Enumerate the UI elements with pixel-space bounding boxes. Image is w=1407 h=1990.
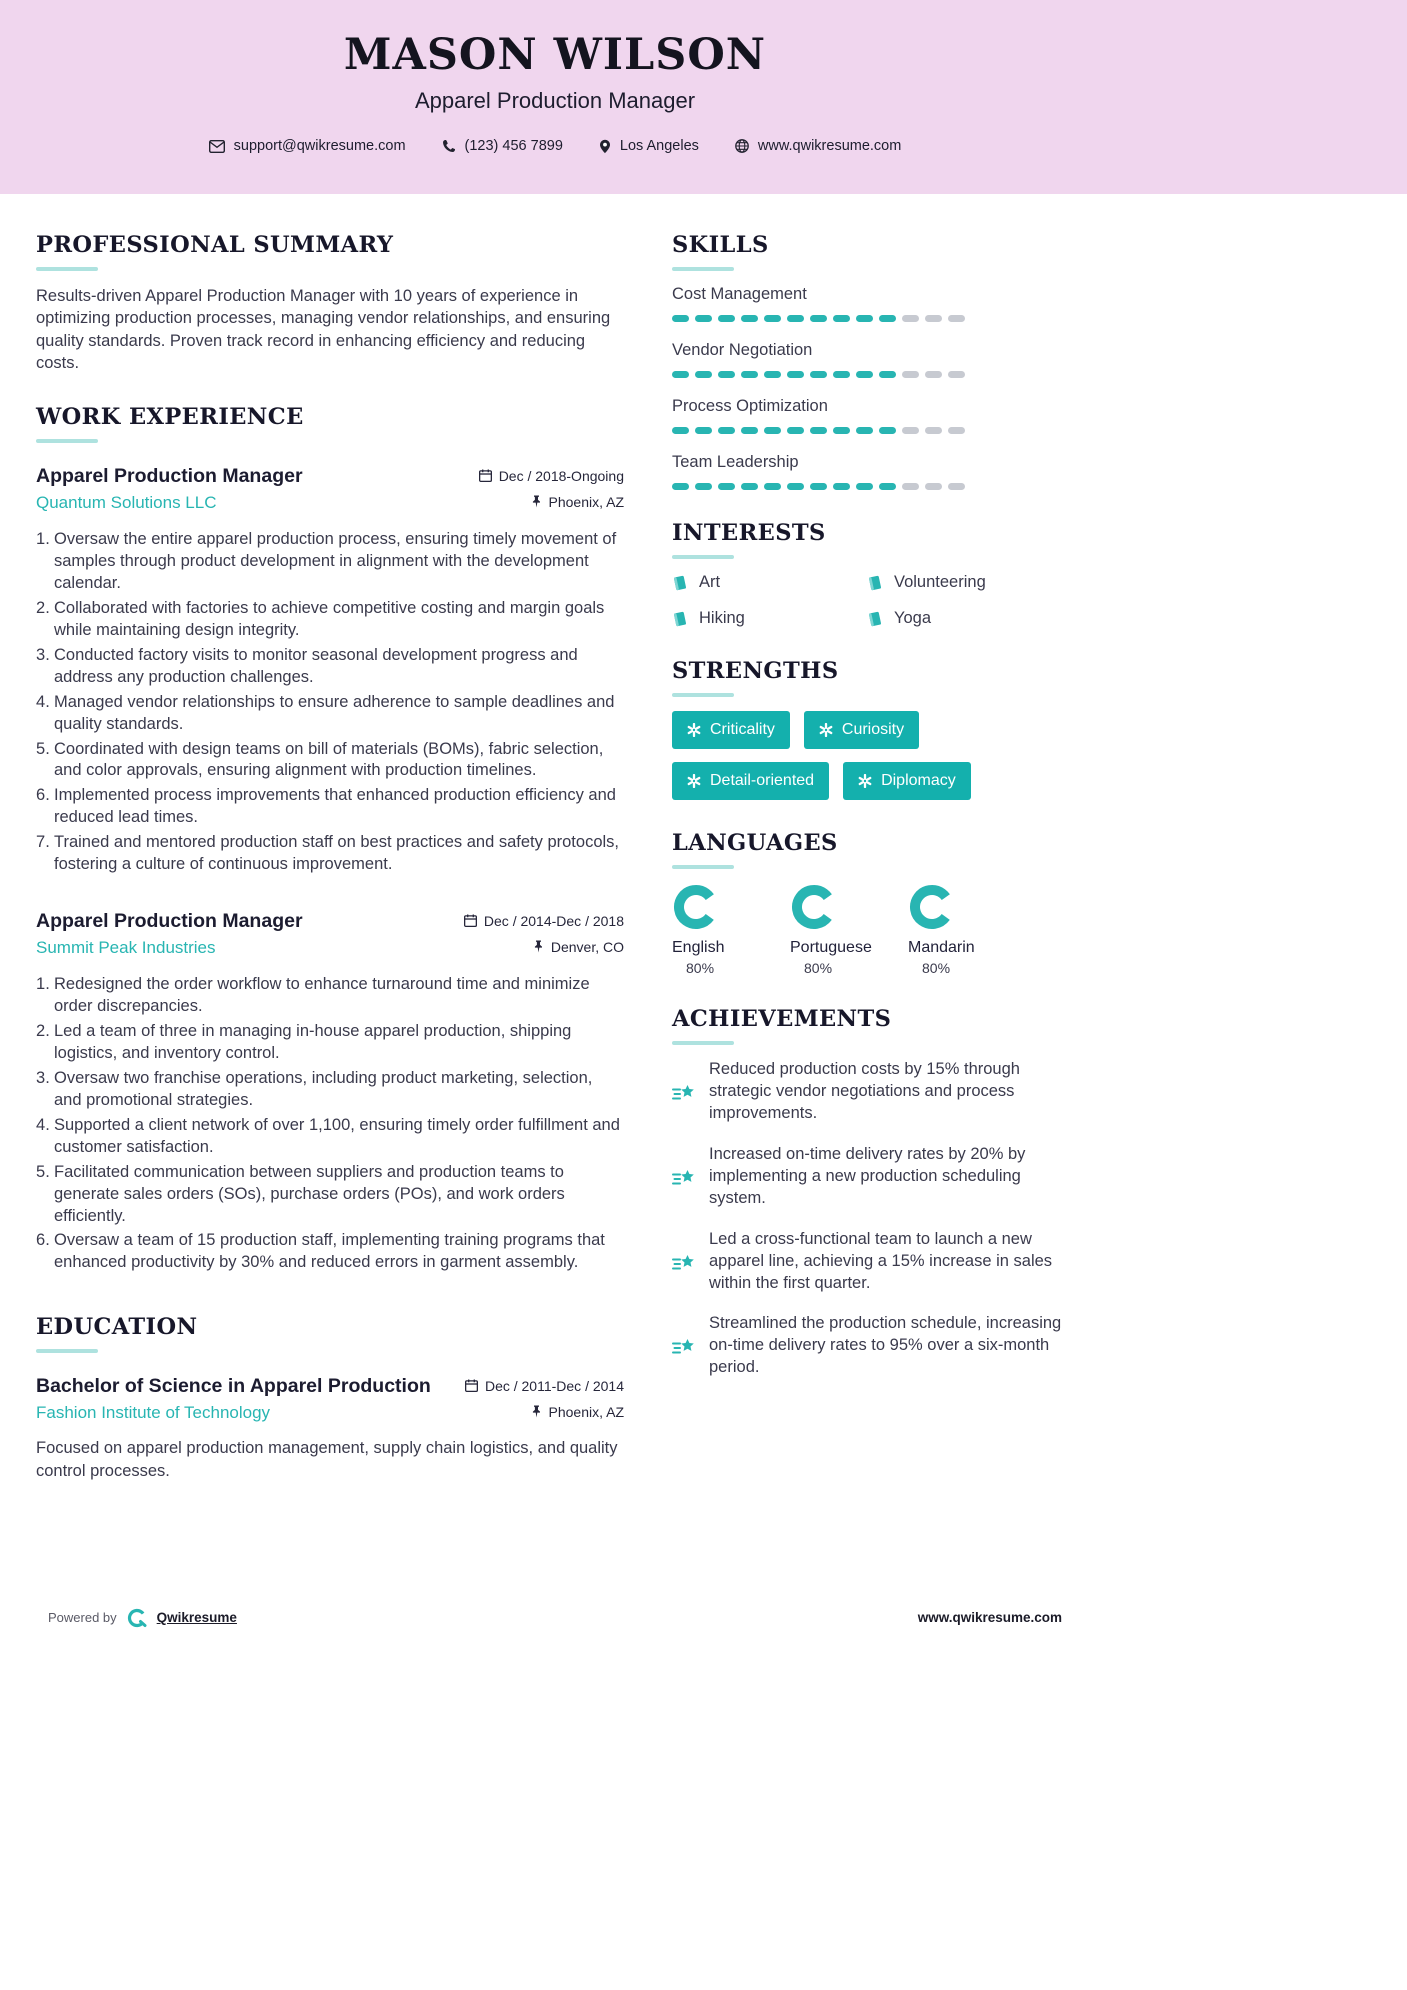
skill-level-bar bbox=[672, 315, 1062, 322]
achievement-text: Increased on-time delivery rates by 20% by implementing a new production scheduling system. bbox=[709, 1144, 1026, 1207]
education-location bbox=[531, 1404, 625, 1420]
job-bullet-list bbox=[36, 529, 624, 876]
page-footer bbox=[0, 1607, 1110, 1629]
job-bullet: Coordinated with design teams on bill of materials (BOMs), fabric selection, and color approvals, ensuring alignment with production timelines. bbox=[54, 739, 604, 780]
flower-icon bbox=[858, 774, 872, 788]
globe-icon bbox=[735, 139, 749, 153]
job-location-text: Phoenix, AZ bbox=[548, 493, 624, 510]
interest-item bbox=[867, 609, 1062, 628]
skills-heading: SKILLS bbox=[672, 232, 1062, 271]
education-subhead bbox=[36, 1403, 624, 1423]
achievement-item bbox=[672, 1313, 1062, 1379]
powered-by bbox=[48, 1607, 237, 1629]
job-bullet: Implemented process improvements that enhanced production efficiency and reduced lead times. bbox=[54, 786, 616, 827]
book-icon bbox=[867, 575, 883, 591]
skill-level-bar bbox=[672, 371, 1062, 378]
education-description: Focused on apparel production management, supply chain logistics, and quality control processes. bbox=[36, 1439, 618, 1480]
strength-label: Criticality bbox=[710, 721, 775, 738]
interests-grid bbox=[672, 573, 1062, 628]
job-dates bbox=[464, 913, 624, 929]
language-percent: 80% bbox=[922, 960, 951, 976]
language-item bbox=[672, 883, 776, 976]
candidate-title: Apparel Production Manager bbox=[414, 88, 696, 113]
achievement-item bbox=[672, 1059, 1062, 1125]
footer-website: www.qwikresume.com bbox=[917, 1610, 1062, 1626]
job-bullet: Redesigned the order workflow to enhance turnaround time and minimize order discrepancies. bbox=[54, 975, 590, 1016]
candidate-name: MASON WILSON bbox=[343, 30, 767, 80]
job-title: Apparel Production Manager bbox=[36, 910, 303, 933]
strength-label: Diplomacy bbox=[881, 772, 956, 789]
skill-name: Vendor Negotiation bbox=[672, 341, 813, 359]
language-percent: 80% bbox=[804, 960, 833, 976]
contact-location bbox=[599, 138, 699, 154]
qwikresume-link[interactable]: Qwikresume bbox=[156, 1610, 237, 1626]
achievement-item bbox=[672, 1229, 1062, 1295]
professional-summary-section bbox=[36, 232, 624, 374]
language-donut-chart bbox=[790, 883, 838, 931]
language-name: Portuguese bbox=[790, 939, 872, 956]
skill-item bbox=[672, 397, 1062, 434]
education-section bbox=[36, 1314, 624, 1482]
book-icon bbox=[867, 611, 883, 627]
shooting-star-icon bbox=[672, 1315, 696, 1379]
interests-section bbox=[672, 520, 1062, 628]
interest-item bbox=[672, 609, 867, 628]
flower-icon bbox=[819, 723, 833, 737]
degree-title: Bachelor of Science in Apparel Production bbox=[36, 1375, 431, 1398]
job-entry bbox=[36, 910, 624, 1274]
shooting-star-icon bbox=[672, 1146, 696, 1210]
strength-chip bbox=[672, 711, 790, 749]
flower-icon bbox=[687, 774, 701, 788]
skill-item bbox=[672, 453, 1062, 490]
language-item bbox=[908, 883, 1012, 976]
contact-row bbox=[0, 138, 1110, 154]
job-location bbox=[531, 494, 625, 510]
contact-phone-text: (123) 456 7899 bbox=[464, 138, 563, 154]
contact-website bbox=[735, 138, 901, 154]
job-bullet: Supported a client network of over 1,100, ensuring timely order fulfillment and customer satisfaction. bbox=[54, 1115, 620, 1156]
achievement-text: Reduced production costs by 15% through strategic vendor negotiations and process improvements. bbox=[709, 1060, 1020, 1122]
contact-location-text: Los Angeles bbox=[619, 138, 699, 154]
job-location-text: Denver, CO bbox=[550, 938, 624, 955]
job-bullet: Conducted factory visits to monitor seasonal development progress and address any production challenges. bbox=[54, 645, 578, 686]
skills-section bbox=[672, 232, 1062, 490]
language-percent: 80% bbox=[686, 960, 715, 976]
strengths-section bbox=[672, 658, 1062, 800]
language-donut-chart bbox=[908, 883, 956, 931]
work-experience-section bbox=[36, 404, 624, 1274]
summary-heading: PROFESSIONAL SUMMARY bbox=[36, 232, 624, 271]
achievement-text: Led a cross-functional team to launch a new apparel line, achieving a 15% increase in sales within the first quarter. bbox=[709, 1229, 1053, 1292]
job-head bbox=[36, 910, 624, 933]
book-icon bbox=[672, 575, 688, 591]
skill-item bbox=[672, 285, 1062, 322]
book-icon bbox=[672, 611, 688, 627]
job-bullet: Oversaw two franchise operations, including product marketing, selection, and promotional strategies. bbox=[54, 1068, 593, 1109]
job-bullet-list bbox=[36, 974, 624, 1274]
interest-label: Hiking bbox=[699, 609, 745, 627]
job-location bbox=[533, 939, 624, 955]
job-bullet: Oversaw the entire apparel production process, ensuring timely movement of samples through product development in alignment with the development calendar. bbox=[54, 530, 617, 592]
pushpin-icon bbox=[531, 1405, 542, 1418]
skill-name: Cost Management bbox=[672, 285, 807, 303]
interest-label: Volunteering bbox=[894, 573, 986, 591]
interests-heading: INTERESTS bbox=[672, 520, 1062, 559]
contact-email-text: support@qwikresume.com bbox=[233, 138, 406, 154]
achievement-text: Streamlined the production schedule, increasing on-time delivery rates to 95% over a six-month period. bbox=[709, 1314, 1062, 1377]
skill-name: Process Optimization bbox=[672, 397, 828, 415]
contact-website-text: www.qwikresume.com bbox=[757, 138, 902, 154]
work-heading: WORK EXPERIENCE bbox=[36, 404, 624, 443]
languages-row bbox=[672, 883, 1062, 976]
calendar-icon bbox=[465, 1379, 478, 1392]
job-entry bbox=[36, 465, 624, 876]
education-heading: EDUCATION bbox=[36, 1314, 624, 1353]
language-donut-chart bbox=[672, 883, 720, 931]
resume-header bbox=[0, 0, 1407, 194]
job-bullet: Trained and mentored production staff on best practices and safety protocols, fostering a culture of continuous improvement. bbox=[54, 833, 619, 874]
phone-icon bbox=[442, 139, 456, 153]
strength-chips bbox=[672, 711, 1062, 800]
skill-level-bar bbox=[672, 483, 1062, 490]
language-name: English bbox=[672, 939, 725, 956]
company-name: Quantum Solutions LLC bbox=[36, 493, 217, 513]
shooting-star-icon bbox=[672, 1231, 696, 1295]
education-head bbox=[36, 1375, 624, 1398]
map-pin-icon bbox=[599, 139, 611, 154]
job-head bbox=[36, 465, 624, 488]
resume-body bbox=[0, 194, 1110, 1512]
skill-level-bar bbox=[672, 427, 1062, 434]
job-title: Apparel Production Manager bbox=[36, 465, 303, 488]
job-bullet: Collaborated with factories to achieve competitive costing and margin goals while maintaining design integrity. bbox=[54, 598, 605, 639]
right-column bbox=[672, 232, 1062, 1512]
education-dates bbox=[465, 1378, 624, 1394]
job-bullet: Managed vendor relationships to ensure adherence to sample deadlines and quality standards. bbox=[54, 692, 615, 733]
job-subhead bbox=[36, 493, 624, 513]
languages-section bbox=[672, 830, 1062, 976]
skill-name: Team Leadership bbox=[672, 453, 799, 471]
interest-label: Art bbox=[699, 573, 721, 591]
contact-email bbox=[209, 138, 406, 154]
strength-chip bbox=[843, 762, 971, 800]
education-entry bbox=[36, 1375, 624, 1482]
pushpin-icon bbox=[533, 940, 544, 953]
job-dates bbox=[479, 468, 624, 484]
strength-label: Detail-oriented bbox=[710, 772, 815, 789]
powered-by-label: Powered by bbox=[48, 1610, 117, 1626]
interest-item bbox=[672, 573, 867, 592]
education-location-text: Phoenix, AZ bbox=[548, 1403, 624, 1420]
calendar-icon bbox=[479, 469, 492, 482]
achievement-item bbox=[672, 1144, 1062, 1210]
shooting-star-icon bbox=[672, 1061, 696, 1125]
job-bullet: Oversaw a team of 15 production staff, implementing training programs that enhanced productivity by 30% and reduced errors in garment assembly. bbox=[54, 1231, 605, 1272]
strengths-heading: STRENGTHS bbox=[672, 658, 1062, 697]
flower-icon bbox=[687, 723, 701, 737]
language-item bbox=[790, 883, 894, 976]
education-date-text: Dec / 2011-Dec / 2014 bbox=[484, 1377, 624, 1394]
left-column bbox=[36, 232, 624, 1512]
interest-label: Yoga bbox=[894, 609, 932, 627]
interest-item bbox=[867, 573, 1062, 592]
header-inner bbox=[0, 30, 1110, 154]
strength-chip bbox=[672, 762, 829, 800]
envelope-icon bbox=[209, 140, 225, 153]
strength-label: Curiosity bbox=[841, 721, 905, 738]
contact-phone bbox=[442, 138, 563, 154]
achievements-heading: ACHIEVEMENTS bbox=[672, 1006, 1062, 1045]
achievements-section bbox=[672, 1006, 1062, 1379]
strength-chip bbox=[804, 711, 919, 749]
job-date-text: Dec / 2018-Ongoing bbox=[498, 467, 624, 484]
calendar-icon bbox=[464, 914, 477, 927]
languages-heading: LANGUAGES bbox=[672, 830, 1062, 869]
job-subhead bbox=[36, 938, 624, 958]
qwikresume-logo bbox=[126, 1607, 148, 1629]
job-bullet: Led a team of three in managing in-house apparel production, shipping logistics, and inventory control. bbox=[54, 1022, 572, 1062]
company-name: Summit Peak Industries bbox=[36, 938, 216, 958]
summary-text: Results-driven Apparel Production Manager with 10 years of experience in optimizing production processes, managing vendor relationships, and ensuring quality standards. Proven track record in enhancing efficiency and reducing costs. bbox=[36, 287, 611, 372]
job-date-text: Dec / 2014-Dec / 2018 bbox=[483, 912, 624, 929]
school-name: Fashion Institute of Technology bbox=[36, 1403, 271, 1423]
pushpin-icon bbox=[531, 495, 542, 508]
job-bullet: Facilitated communication between suppliers and production teams to generate sales orders (SOs), purchase orders (POs), and work orders efficiently. bbox=[54, 1162, 565, 1225]
skill-item bbox=[672, 341, 1062, 378]
language-name: Mandarin bbox=[908, 939, 975, 956]
